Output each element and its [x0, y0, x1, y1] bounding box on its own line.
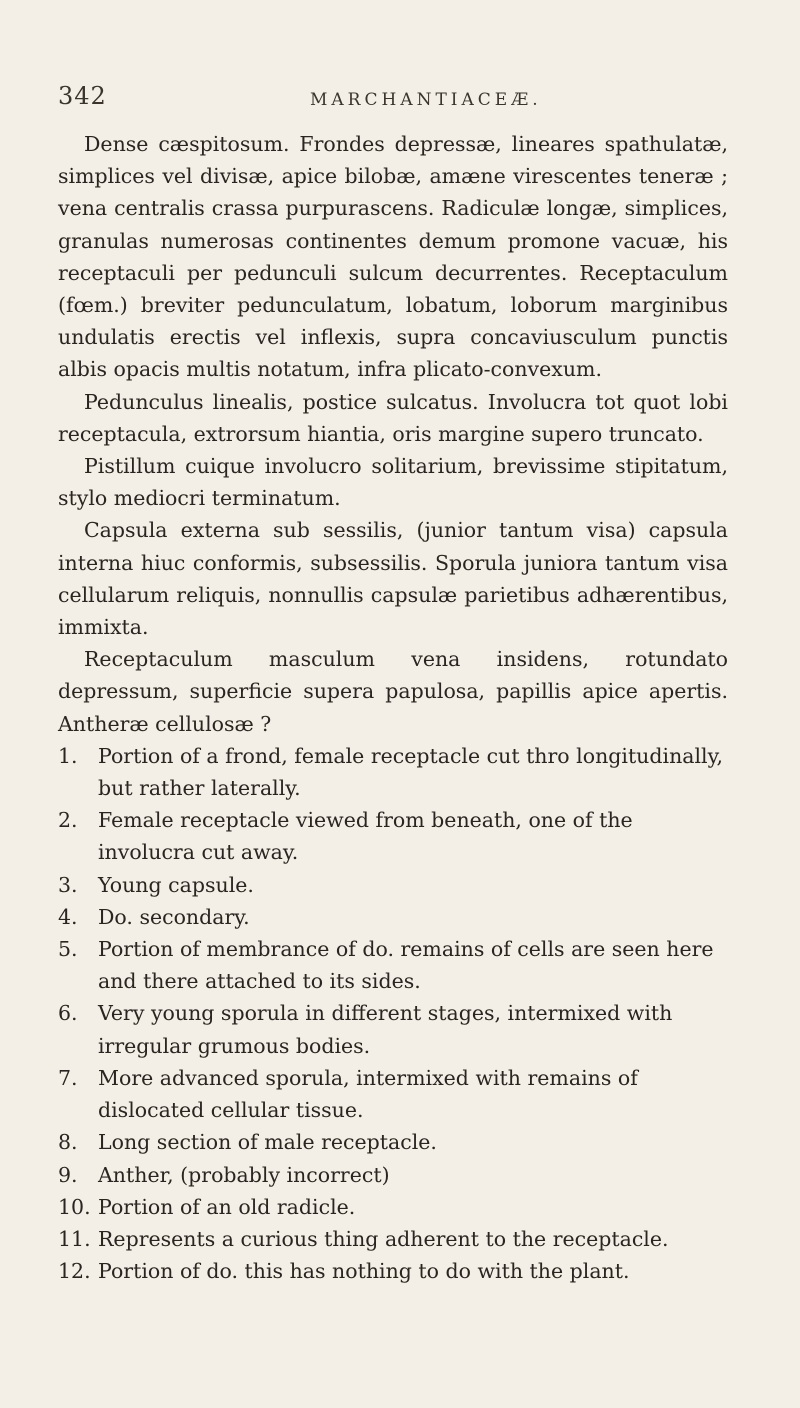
legend-item: [58, 1223, 728, 1255]
page-number: 342: [58, 82, 107, 110]
legend-number: 10.: [58, 1194, 91, 1219]
legend-number: 2.: [58, 808, 78, 833]
legend-number: 11.: [58, 1226, 91, 1251]
legend-item: [58, 933, 728, 997]
legend-item: [58, 1159, 728, 1191]
legend-item: [58, 997, 728, 1061]
legend-text: Portion of an old radicle.: [98, 1194, 356, 1219]
legend-number: 9.: [58, 1162, 78, 1187]
legend-number: 1.: [58, 743, 78, 768]
legend-text: Represents a curious thing adherent to the receptacle.: [98, 1226, 669, 1251]
legend-item: [58, 804, 728, 868]
legend-number: 12.: [58, 1259, 91, 1284]
legend-text: Anther, (probably incorrect): [98, 1162, 390, 1187]
figure-legend: [58, 740, 728, 1287]
description-paragraph: Receptaculum masculum vena insidens, rotundato depressum, superficie supera papulosa, papillis apice apertis. Antheræ cellulosæ ?: [58, 647, 728, 736]
description-paragraph: Dense cæspitosum. Frondes depressæ, lineares spathulatæ, simplices vel divisæ, apice bilobæ, amæne virescentes teneræ ; vena centralis crassa purpurascens. Radiculæ longæ, simplices, granulas numerosas continentes demum promone vacuæ, his receptaculi per pedunculi sulcum decurrentes. Receptaculum (fœm.) breviter pedunculatum, lobatum, loborum marginibus undulatis erectis vel inflexis, supra concaviusculum punctis albis opacis multis notatum, infra plicato-convexum.: [58, 132, 728, 382]
legend-text: Portion of a frond, female receptacle cut thro longitudinally, but rather laterally.: [98, 743, 723, 801]
legend-item: [58, 869, 728, 901]
legend-item: [58, 1126, 728, 1158]
legend-item: [58, 1255, 728, 1287]
legend-number: 5.: [58, 937, 78, 962]
description-paragraph: Pistillum cuique involucro solitarium, brevissime stipitatum, stylo mediocri terminatum.: [58, 454, 728, 511]
legend-item: [58, 1191, 728, 1223]
legend-text: Portion of membrance of do. remains of cells are seen here and there attached to its sides.: [98, 937, 714, 994]
description-paragraph: Capsula externa sub sessilis, (junior tantum visa) capsula interna hiuc conformis, subsessilis. Sporula juniora tantum visa cellularum reliquis, nonnullis capsulæ parietibus adhærentibus, immixta.: [58, 518, 728, 640]
legend-number: 6.: [58, 1001, 78, 1026]
legend-text: Very young sporula in different stages, intermixed with irregular grumous bodies.: [98, 1001, 673, 1058]
legend-text: Do. secondary.: [98, 904, 250, 929]
legend-item: [58, 1062, 728, 1126]
running-head: MARCHANTIACEÆ.: [310, 90, 542, 110]
legend-number: 7.: [58, 1065, 78, 1090]
body-text: [58, 128, 728, 1287]
legend-number: 3.: [58, 872, 78, 897]
legend-item: [58, 901, 728, 933]
legend-number: 4.: [58, 904, 78, 929]
legend-text: Female receptacle viewed from beneath, one of the involucra cut away.: [98, 808, 633, 865]
description-paragraph: Pedunculus linealis, postice sulcatus. Involucra tot quot lobi receptacula, extrorsum hiantia, oris margine supero truncato.: [58, 389, 728, 446]
legend-text: More advanced sporula, intermixed with remains of dislocated cellular tissue.: [98, 1065, 638, 1123]
legend-item: [58, 740, 728, 804]
legend-number: 8.: [58, 1130, 78, 1155]
legend-text: Long section of male receptacle.: [98, 1130, 437, 1155]
legend-text: Portion of do. this has nothing to do with the plant.: [98, 1259, 630, 1284]
legend-text: Young capsule.: [98, 872, 254, 897]
